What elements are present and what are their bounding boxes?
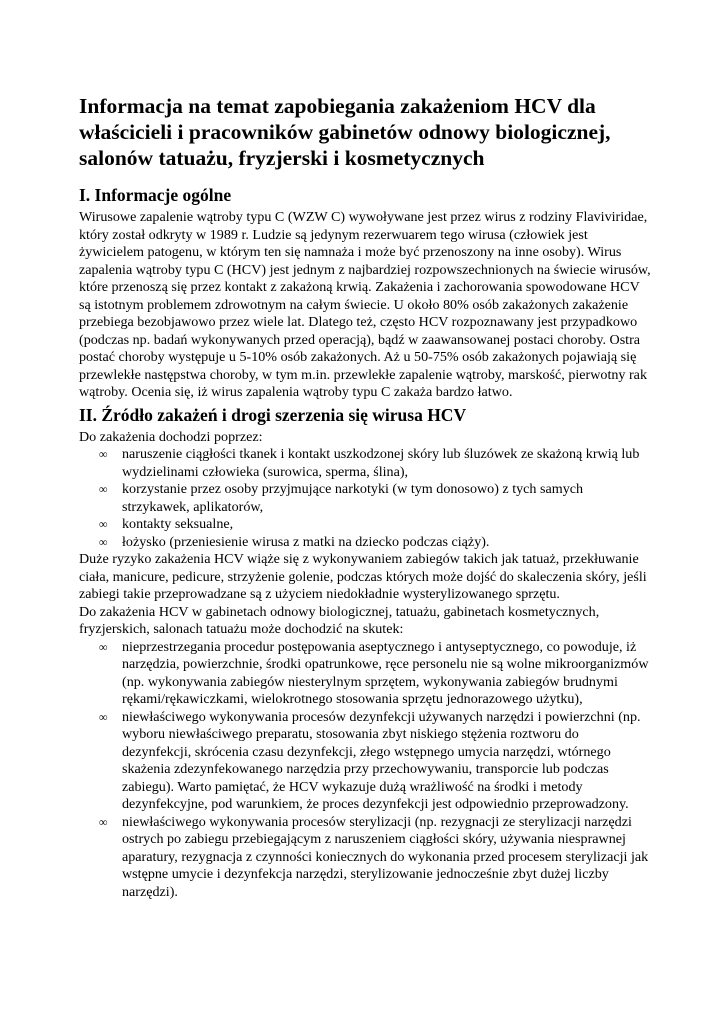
infinity-bullet-icon: ∞ bbox=[99, 517, 108, 531]
section2-paragraph3: Do zakażenia HCV w gabinetach odnowy biologicznej, tatuażu, gabinetach kosmetycznych, fryzjerskich, salonach tatuażu może dochodzić na skutek: bbox=[79, 603, 600, 637]
list-item-text: naruszenie ciągłości tkanek i kontakt uszkodzonej skóry lub śluzówek ze skażoną krwią lub wydzielinami człowieka (surowica, sperma, ślina), bbox=[122, 446, 640, 480]
list-item bbox=[99, 446, 651, 481]
section1-heading: I. Informacje ogólne bbox=[79, 185, 232, 205]
section2-heading: II. Źródło zakażeń i drogi szerzenia się wirusa HCV bbox=[79, 404, 467, 425]
document-content bbox=[79, 93, 651, 901]
list-item-text: kontakty seksualne, bbox=[122, 516, 234, 532]
section1-paragraph: Wirusowe zapalenie wątroby typu C (WZW C) wywoływane jest przez wirus z rodziny Flaviviridae, który został odkryty w 1989 r. Ludzie są jedynym rezerwuarem tego wirusa (człowiek jest żywicielem patogenu, w którym ten się namnaża i może być przenoszony na inne osoby). Wirus zapalenia wątroby typu C (HCV) jest jednym z najbardziej rozpowszechnionych na świecie wirusów, które przenoszą się przez kontakt z zakażoną krwią. Zakażenia i zachorowania spowodowane HCV są istotnym problemem zdrowotnym na całym świecie. U około 80% osób zakażonych zakażenie przebiega bezobjawowo przez wiele lat. Dlatego też, często HCV rozpoznawany jest przypadkowo (podczas np. badań wykonywanych przed operacją), bądź w zaawansowanej postaci choroby. Ostra postać choroby występuje u 5-10% osób zakażonych. Aż u 50-75% osób zakażonych pojawiają się przewlekłe następstwa choroby, w tym m.in. przewlekłe zapalenie wątroby, marskość, pierwotny rak wątroby. Ocenia się, iż wirus zapalenia wątroby typu C zakaża bardzo łatwo. bbox=[79, 209, 651, 400]
infinity-bullet-icon: ∞ bbox=[99, 534, 108, 549]
infinity-bullet-icon: ∞ bbox=[99, 814, 108, 829]
list-item bbox=[99, 516, 651, 534]
infinity-bullet-icon: ∞ bbox=[99, 639, 108, 654]
infinity-bullet-icon: ∞ bbox=[99, 447, 108, 461]
list-item-text: niewłaściwego wykonywania procesów sterylizacji (np. rezygnacji ze sterylizacji narzędzi ostrych po zabiegu przebiegającym z naruszeniem ciągłości skóry, używania niesprawnej aparatury, rezygnacja z czynności koniecznych do wykonania przed procesem sterylizacji jak wstępne umycie i dezynfekcja narzędzi, sterylizowanie jednocześnie zbyt dużej liczby narzędzi). bbox=[122, 813, 649, 900]
list-item-text: korzystanie przez osoby przyjmujące narkotyki (w tym donosowo) z tych samych strzykawek, aplikatorów, bbox=[122, 481, 584, 515]
transmission-routes-list bbox=[79, 446, 651, 551]
list-item-text: łożysko (przeniesienie wirusa z matki na dziecko podczas ciąży). bbox=[122, 533, 490, 550]
list-item bbox=[99, 813, 651, 902]
infinity-bullet-icon: ∞ bbox=[99, 709, 108, 724]
infinity-bullet-icon: ∞ bbox=[99, 482, 108, 496]
section2-intro: Do zakażenia dochodzi poprzez: bbox=[79, 428, 263, 445]
list-item bbox=[99, 638, 651, 709]
list-item bbox=[99, 533, 651, 552]
list-item bbox=[99, 481, 651, 516]
salon-risks-list bbox=[79, 639, 651, 902]
section2-paragraph2: Duże ryzyko zakażenia HCV wiąże się z wykonywaniem zabiegów takich jak tatuaż, przekłuwanie ciała, manicure, pedicure, strzyżenie golenie, podczas których może dojść do skaleczenia skóry, jeśli zabiegi takie przeprowadzane są z użyciem niedokładnie wysterylizowanego sprzętu. bbox=[79, 551, 647, 602]
document-title: Informacja na temat zapobiegania zakażeniom HCV dla właścicieli i pracowników gabinetów odnowy biologicznej, salonów tatuażu, fryzjerski i kosmetycznych bbox=[79, 94, 611, 170]
list-item-text: niewłaściwego wykonywania procesów dezynfekcji używanych narzędzi i powierzchni (np. wyboru niewłaściwego preparatu, stosowania zbyt niskiego stężenia roztworu do dezynfekcji, skrócenia czasu dezynfekcji, złego wstępnego umycia narzędzi, wtórnego skażenia zdezynfekowanego narzędzia przy przechowywaniu, transporcie lub podczas zabiegu). Warto pamiętać, że HCV wykazuje dużą wrażliwość na środki i metody dezynfekcyjne, pod warunkiem, że proces dezynfekcji jest odpowiednio przeprowadzony. bbox=[122, 708, 641, 812]
list-item bbox=[99, 708, 651, 814]
list-item-text: nieprzestrzegania procedur postępowania aseptycznego i antyseptycznego, co powoduje, iż narzędzia, powierzchnie, środki opatrunkowe, ręce personelu nie są wolne mikroorganizmów (np. wykonywania zabiegów niesterylnym sprzętem, wykonywania zabiegów brudnymi rękami/rękawiczkami, wielokrotnego stosowania sprzętu jednorazowego użytku), bbox=[122, 638, 649, 707]
